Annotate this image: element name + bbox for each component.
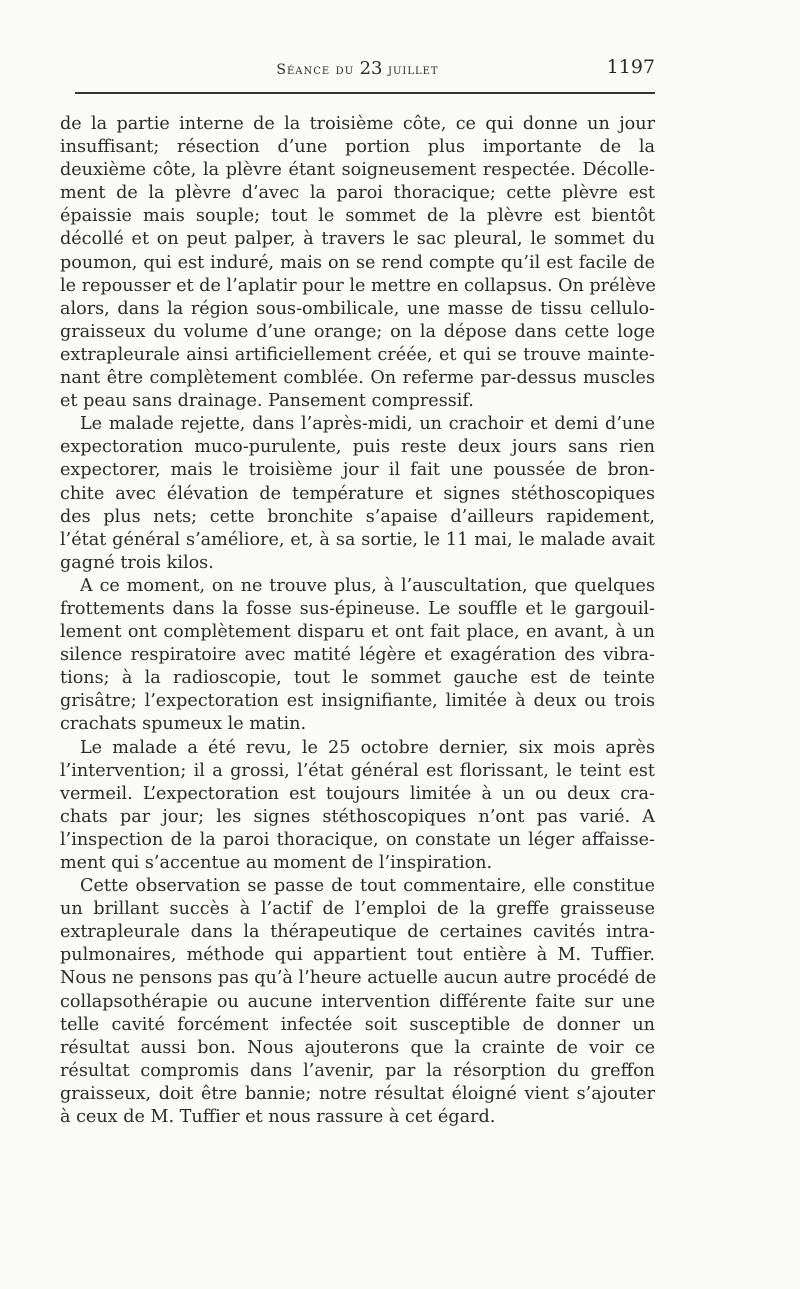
text-line: résultat aussi bon. Nous ajouterons que la crainte de voir ce	[60, 1037, 655, 1058]
text-line: un brillant succès à l’actif de l’emploi de la greffe graisseuse	[60, 899, 655, 920]
running-title-suffix: juillet	[387, 62, 439, 78]
text-line: crachats spumeux le matin.	[60, 714, 307, 735]
running-title-prefix: Séance du	[276, 62, 355, 78]
body-text	[60, 113, 655, 1129]
text-line: expectoration muco-purulente, puis reste deux jours sans rien	[60, 437, 655, 458]
text-line: insuffisant; résection d’une portion plus importante de la	[60, 137, 655, 158]
text-line: alors, dans la région sous-ombilicale, une masse de tissu cellulo-	[60, 298, 655, 319]
text-line: Le malade rejette, dans l’après-midi, un crachoir et demi d’une	[80, 414, 655, 435]
text-line: expectorer, mais le troisième jour il fait une poussée de bron-	[60, 460, 655, 481]
text-line: de la partie interne de la troisième côte, ce qui donne un jour	[60, 114, 655, 134]
running-title	[60, 58, 655, 79]
paragraph	[60, 737, 655, 876]
text-line: extrapleurale ainsi artificiellement créée, et qui se trouve mainte-	[60, 344, 655, 365]
text-line: Le malade a été revu, le 25 octobre dernier, six mois après	[80, 737, 655, 758]
text-line: ment qui s’accentue au moment de l’inspiration.	[60, 853, 493, 873]
paragraph	[60, 875, 655, 1129]
text-line: grisâtre; l’expectoration est insignifiante, limitée à deux ou trois	[60, 691, 655, 712]
text-line: pulmonaires, méthode qui appartient tout entière à M. Tuffier.	[60, 945, 655, 966]
text-line: à ceux de M. Tuffier et nous rassure à cet égard.	[60, 1107, 496, 1128]
text-line: des plus nets; cette bronchite s’apaise d’ailleurs rapidement,	[60, 506, 655, 527]
text-line: collapsothérapie ou aucune intervention différente faite sur une	[60, 991, 655, 1012]
text-line: Nous ne pensons pas qu’à l’heure actuelle aucun autre procédé de	[60, 968, 657, 989]
page-number: 1197	[606, 56, 655, 78]
text-line: gagné trois kilos.	[60, 552, 214, 573]
text-line: silence respiratoire avec matité légère et exagération des vibra-	[60, 645, 655, 666]
text-line: ment de la plèvre d’avec la paroi thoracique; cette plèvre est	[60, 183, 655, 204]
running-head	[60, 58, 655, 82]
text-line: nant être complètement comblée. On referme par-dessus muscles	[60, 368, 655, 389]
text-line: lement ont complètement disparu et ont fait place, en avant, à un	[60, 622, 655, 643]
text-line: l’état général s’améliore, et, à sa sortie, le 11 mai, le malade avait	[60, 529, 655, 550]
text-line: le repousser et de l’aplatir pour le mettre en collapsus. On prélève	[60, 275, 656, 296]
text-line: résultat compromis dans l’avenir, par la résorption du greffon	[60, 1060, 655, 1081]
running-title-date: 23	[359, 58, 383, 79]
header-rule	[75, 92, 655, 94]
text-line: A ce moment, on ne trouve plus, à l’auscultation, que quelques	[80, 575, 655, 596]
text-line: tions; à la radioscopie, tout le sommet gauche est de teinte	[60, 668, 655, 689]
text-line: telle cavité forcément infectée soit susceptible de donner un	[60, 1014, 655, 1035]
text-line: chats par jour; les signes stéthoscopiques n’ont pas varié. A	[60, 806, 655, 827]
text-line: extrapleurale dans la thérapeutique de certaines cavités intra-	[60, 922, 655, 943]
text-line: graisseux, doit être bannie; notre résultat éloigné vient s’ajouter	[60, 1083, 655, 1104]
text-line: frottements dans la fosse sus-épineuse. Le souffle et le gargouil-	[60, 598, 655, 619]
paragraph	[60, 113, 655, 413]
paragraph	[60, 413, 655, 575]
text-line: graisseux du volume d’une orange; on la dépose dans cette loge	[60, 321, 655, 342]
paragraph	[60, 575, 655, 737]
text-line: poumon, qui est induré, mais on se rend compte qu’il est facile de	[60, 252, 655, 273]
text-line: chite avec élévation de température et signes stéthoscopiques	[60, 483, 655, 504]
text-line: vermeil. L’expectoration est toujours limitée à un ou deux cra-	[60, 783, 655, 804]
text-line: l’intervention; il a grossi, l’état général est florissant, le teint est	[60, 760, 655, 781]
text-line: Cette observation se passe de tout commentaire, elle constitue	[80, 876, 655, 897]
text-line: épaissie mais souple; tout le sommet de la plèvre est bientôt	[60, 206, 655, 227]
text-line: décollé et on peut palper, à travers le sac pleural, le sommet du	[60, 229, 655, 250]
text-line: et peau sans drainage. Pansement compressif.	[60, 391, 474, 412]
text-line: l’inspection de la paroi thoracique, on constate un léger affaisse-	[60, 829, 655, 850]
text-line: deuxième côte, la plèvre étant soigneusement respectée. Décolle-	[60, 160, 655, 181]
